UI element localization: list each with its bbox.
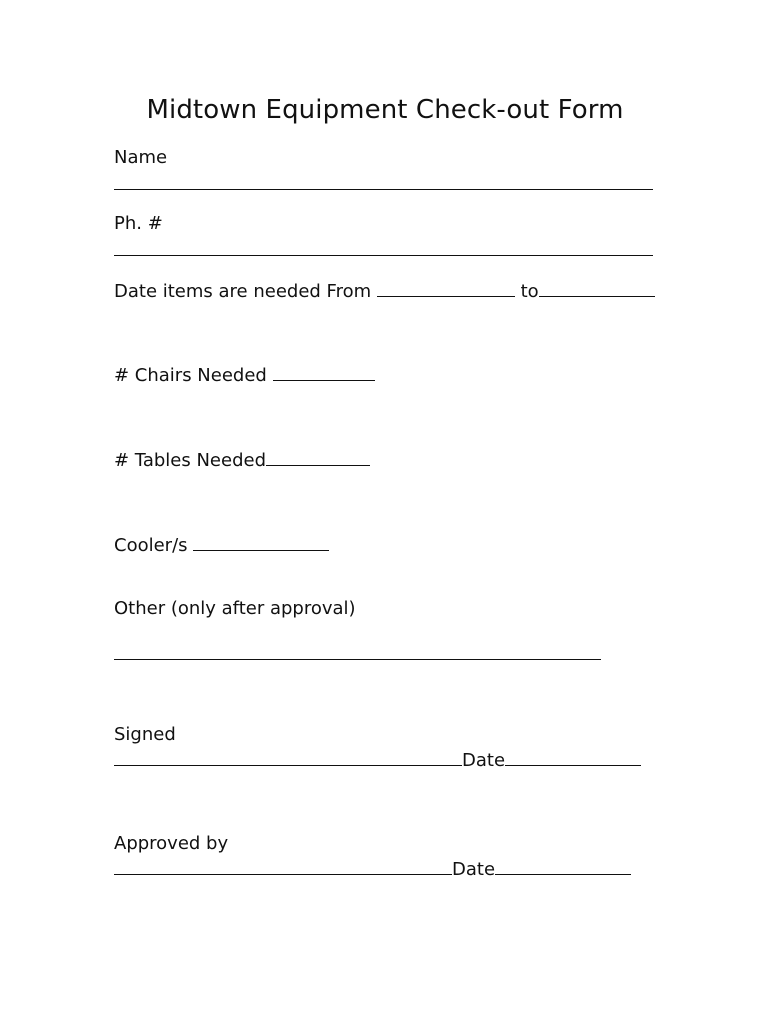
signed-date-label: Date <box>462 750 506 771</box>
phone-label: Ph. # <box>114 213 163 234</box>
chairs-row <box>114 362 375 388</box>
tables-row <box>114 447 370 473</box>
form-title: Midtown Equipment Check-out Form <box>146 95 624 125</box>
date-from-label: Date items are needed From <box>114 281 372 302</box>
other-label: Other (only after approval) <box>114 598 356 619</box>
tables-label: # Tables Needed <box>114 450 266 471</box>
tables-field[interactable] <box>266 447 370 466</box>
date-range-row <box>114 278 655 304</box>
signature-field[interactable] <box>114 747 462 766</box>
coolers-label: Cooler/s <box>114 535 188 556</box>
date-to-label: to <box>520 281 539 302</box>
approved-date-field[interactable] <box>495 856 631 875</box>
chairs-field[interactable] <box>273 362 375 381</box>
coolers-row <box>114 532 329 558</box>
chairs-label: # Chairs Needed <box>114 365 267 386</box>
date-from-field[interactable] <box>377 278 515 297</box>
date-to-field[interactable] <box>539 278 655 297</box>
signed-date-field[interactable] <box>505 747 641 766</box>
coolers-field[interactable] <box>193 532 329 551</box>
signed-row <box>114 747 641 773</box>
name-label: Name <box>114 147 168 168</box>
signed-label: Signed <box>114 724 176 745</box>
phone-field[interactable] <box>114 255 653 256</box>
other-field[interactable] <box>114 659 601 660</box>
approved-row <box>114 856 631 882</box>
name-field[interactable] <box>114 189 653 190</box>
approver-signature-field[interactable] <box>114 856 452 875</box>
approved-label: Approved by <box>114 833 229 854</box>
approved-date-label: Date <box>452 859 496 880</box>
